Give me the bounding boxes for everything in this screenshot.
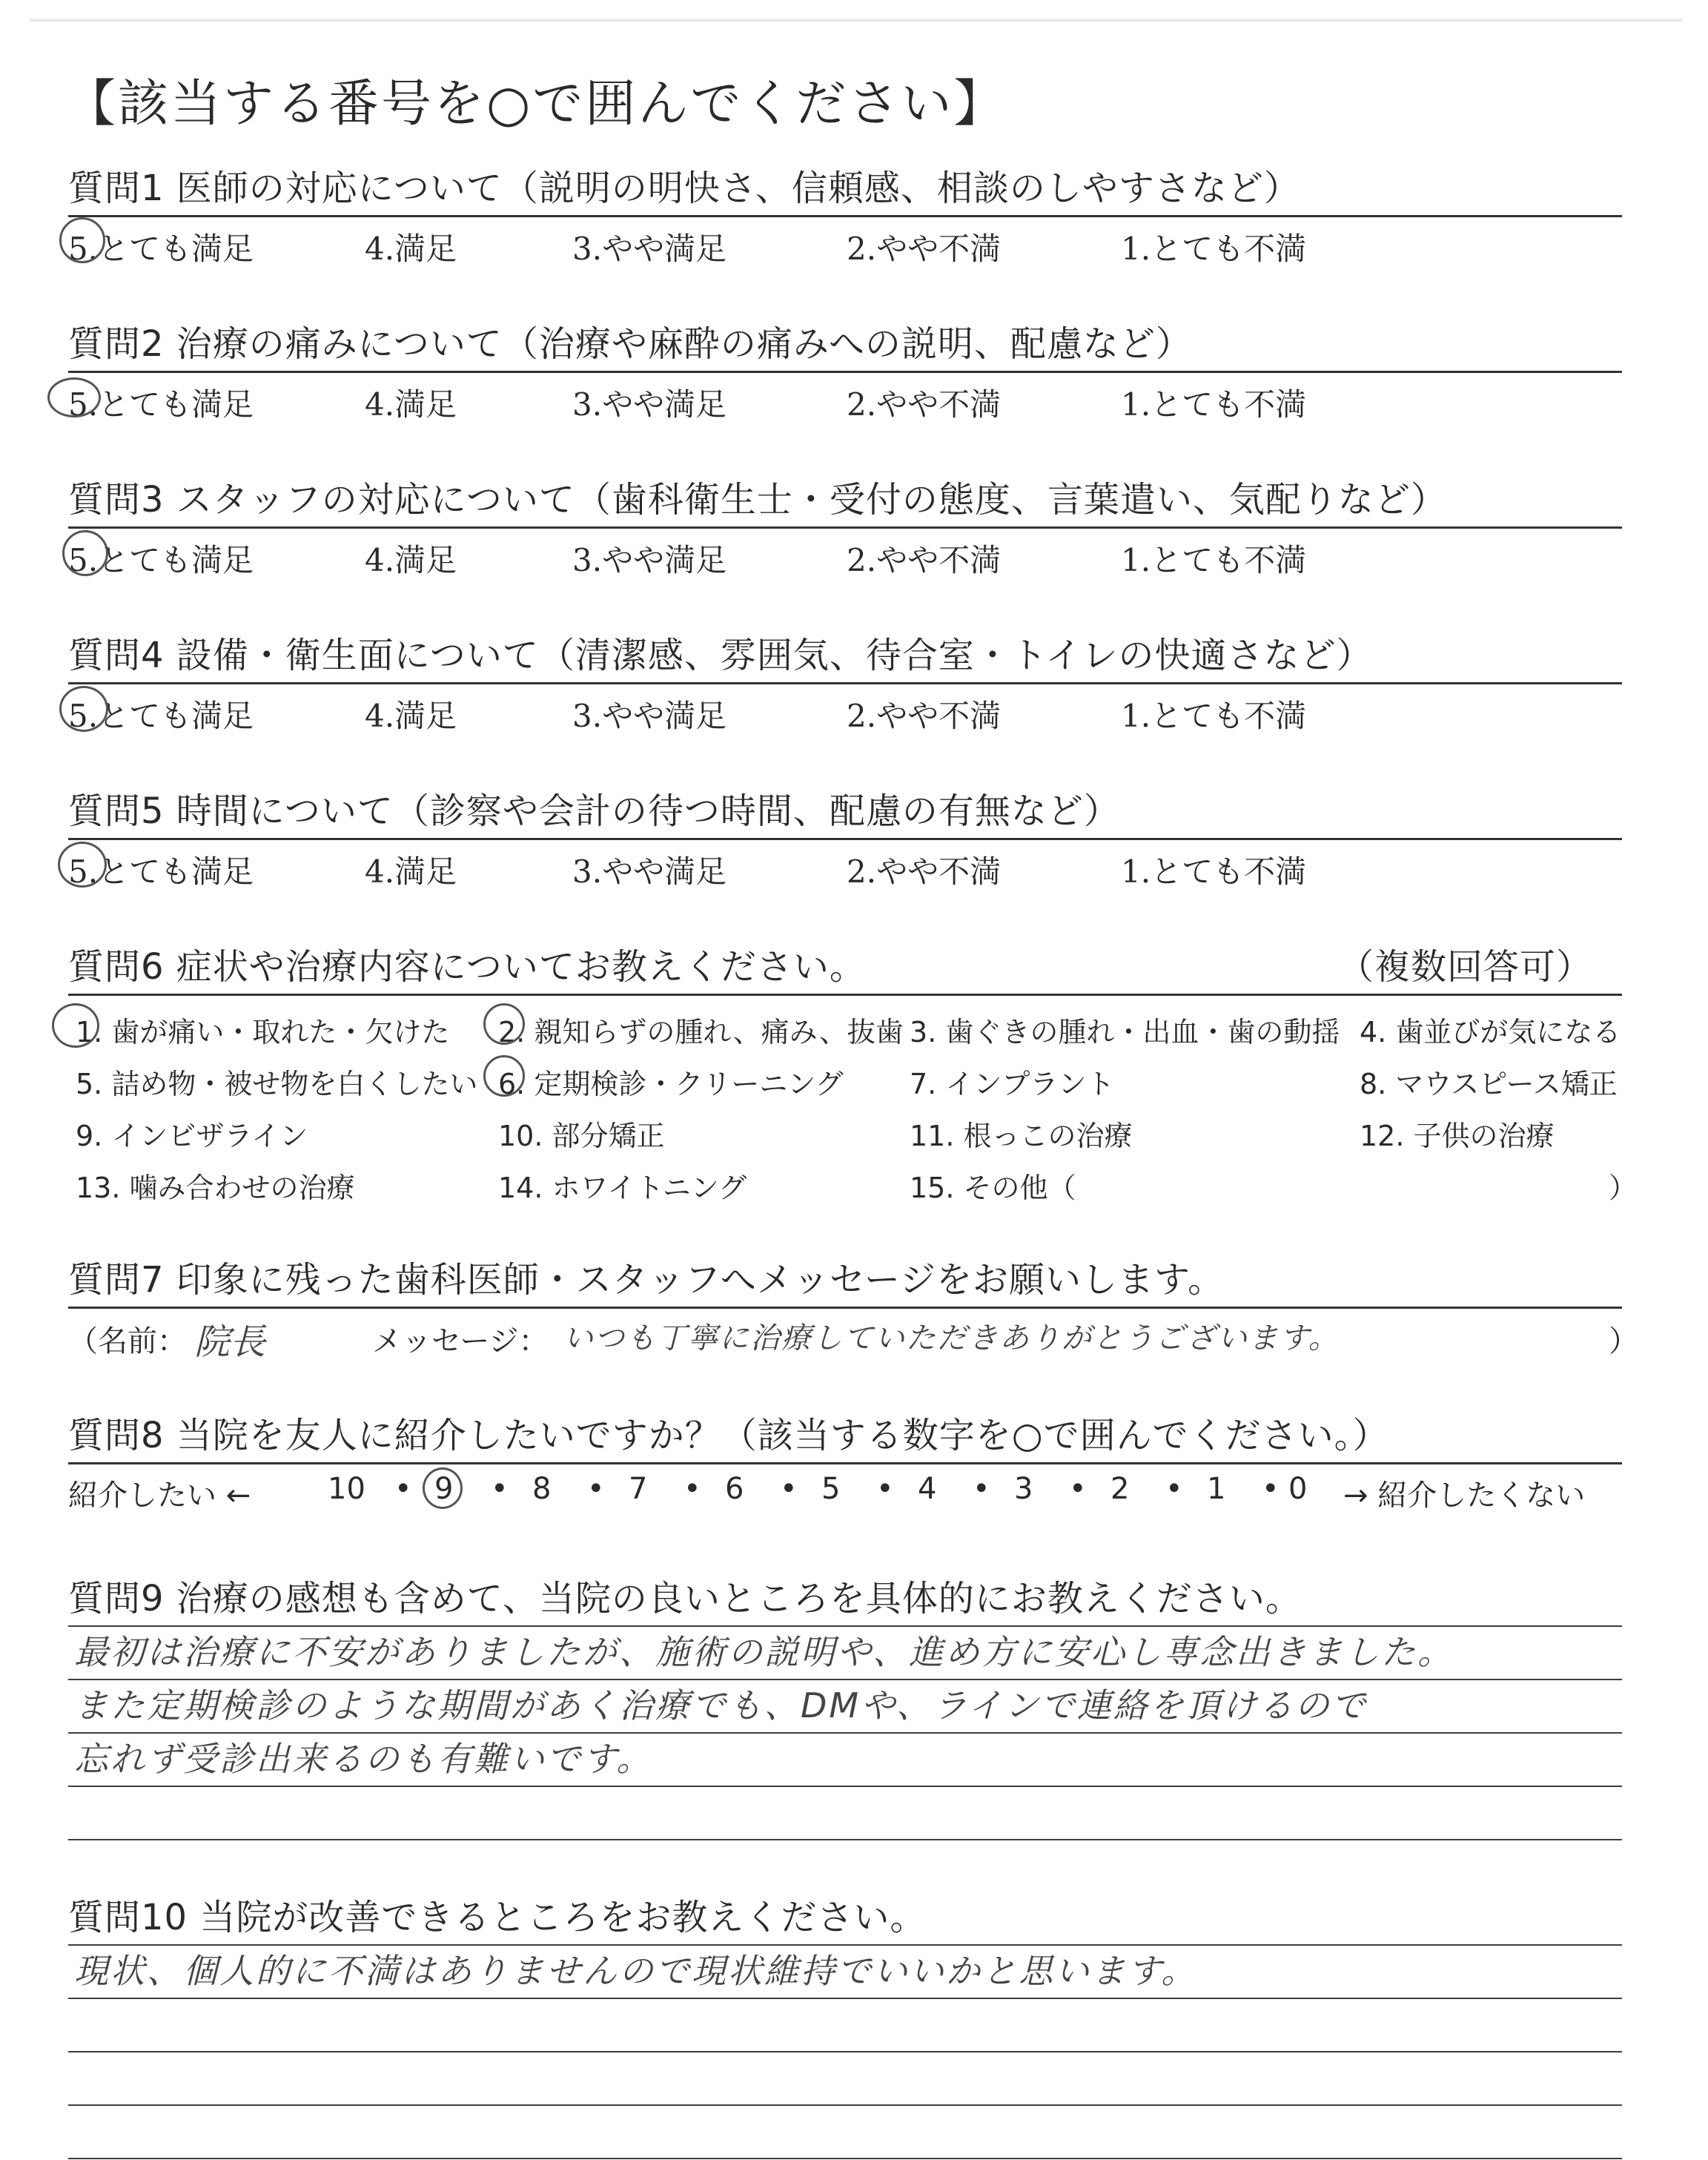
- scale-right-label: → 紹介したくない: [1343, 1479, 1586, 1513]
- scale-dot: •: [973, 1472, 990, 1506]
- question-title: 質問2 治療の痛みについて（治療や麻酔の痛みへの説明、配慮など）: [68, 323, 1192, 365]
- option-4[interactable]: 4.満足: [365, 542, 457, 578]
- answer-text: 最初は治療に不安がありましたが、施術の説明や、進め方に安心し専念出きました。: [74, 1632, 1454, 1672]
- question-title: [68, 940, 1622, 994]
- question-title: 質問8 当院を友人に紹介したいですか？（該当する数字を○で囲んでください。）: [68, 1415, 1389, 1456]
- answer-line[interactable]: [68, 1734, 1622, 1787]
- option-4[interactable]: 4. 歯並びが気になる: [1360, 1016, 1621, 1048]
- option-7[interactable]: 7. インプラント: [910, 1068, 1115, 1100]
- question-5: [68, 785, 1622, 894]
- message-row: [68, 1309, 1638, 1363]
- scale-0[interactable]: 0: [1288, 1472, 1308, 1506]
- answer-text: 現状、個人的に不満はありませんので現状維持でいいかと思います。: [74, 1951, 1198, 1991]
- option-3[interactable]: 3.やや満足: [572, 698, 727, 734]
- option-5[interactable]: 5.とても満足: [68, 853, 254, 890]
- scale-6[interactable]: 6: [725, 1472, 744, 1506]
- question-2: [68, 317, 1622, 426]
- symptom-options: [68, 996, 1638, 1211]
- page-title: 【該当する番号を○で囲んでください】: [65, 75, 1007, 133]
- question-title: 質問4 設備・衛生面について（清潔感、雰囲気、待合室・トイレの快適さなど）: [68, 635, 1373, 676]
- name-value[interactable]: 院長: [194, 1321, 266, 1363]
- option-1[interactable]: 1. 歯が痛い・取れた・欠けた: [76, 1016, 450, 1048]
- question-1: [68, 162, 1622, 271]
- scale-dot: •: [1165, 1472, 1183, 1506]
- rating-options: [68, 840, 1622, 894]
- option-1[interactable]: 1.とても不満: [1121, 542, 1307, 578]
- option-2[interactable]: 2.やや不満: [847, 231, 1002, 267]
- option-4[interactable]: 4.満足: [365, 853, 457, 890]
- option-6[interactable]: 6. 定期検診・クリーニング: [498, 1068, 844, 1100]
- option-3[interactable]: 3.やや満足: [572, 386, 727, 423]
- option-12[interactable]: 12. 子供の治療: [1360, 1120, 1555, 1152]
- option-10[interactable]: 10. 部分矯正: [498, 1120, 665, 1152]
- option-5[interactable]: 5.とても満足: [68, 231, 254, 267]
- scale-dot: •: [587, 1472, 605, 1506]
- option-2[interactable]: 2.やや不満: [847, 698, 1002, 734]
- option-1[interactable]: 1.とても不満: [1121, 698, 1307, 734]
- scale-4[interactable]: 4: [918, 1472, 937, 1506]
- question-title: 質問5 時間について（診察や会計の待つ時間、配慮の有無など）: [68, 790, 1120, 832]
- option-9[interactable]: 9. インビザライン: [76, 1120, 308, 1152]
- option-11[interactable]: 11. 根っこの治療: [910, 1120, 1133, 1152]
- option-2[interactable]: 2.やや不満: [847, 542, 1002, 578]
- answer-line[interactable]: [68, 1680, 1622, 1734]
- option-5[interactable]: 5.とても満足: [68, 698, 254, 734]
- answer-text: また定期検診のような期間があく治療でも、DMや、ラインで連絡を頂けるので: [74, 1685, 1368, 1725]
- message-value[interactable]: いつも丁寧に治療していただきありがとうございます。: [563, 1321, 1340, 1355]
- scale-9[interactable]: 9: [434, 1472, 454, 1506]
- scale-8[interactable]: 8: [532, 1472, 552, 1506]
- option-14[interactable]: 14. ホワイトニング: [498, 1172, 747, 1204]
- scale-dot: •: [1262, 1472, 1280, 1506]
- answer-text: 忘れず受診出来るのも有難いです。: [74, 1739, 653, 1779]
- scale-dot: •: [491, 1472, 509, 1506]
- option-5[interactable]: 5.とても満足: [68, 542, 254, 578]
- scale-7[interactable]: 7: [629, 1472, 648, 1506]
- rating-options: [68, 373, 1622, 426]
- close-paren: ）: [1609, 1172, 1638, 1204]
- scale-dot: •: [394, 1472, 412, 1506]
- scale-dot: •: [683, 1472, 701, 1506]
- option-1[interactable]: 1.とても不満: [1121, 231, 1307, 267]
- question-10: [68, 1891, 1622, 2159]
- option-2[interactable]: 2. 親知らずの腫れ、痛み、抜歯: [498, 1016, 904, 1048]
- multiple-answer-note: （複数回答可）: [1337, 946, 1592, 988]
- option-2[interactable]: 2.やや不満: [847, 853, 1002, 890]
- scale-left-label: 紹介したい ←: [68, 1479, 251, 1513]
- option-13[interactable]: 13. 噛み合わせの治療: [76, 1172, 355, 1204]
- question-title: 質問10 当院が改善できるところをお教えください。: [68, 1897, 927, 1938]
- option-4[interactable]: 4.満足: [365, 231, 457, 267]
- answer-line[interactable]: [68, 1999, 1622, 2052]
- scale-dot: •: [876, 1472, 894, 1506]
- question-title: 質問9 治療の感想も含めて、当院の良いところを具体的にお教えください。: [68, 1578, 1302, 1619]
- answer-line[interactable]: [68, 1946, 1622, 1999]
- option-8[interactable]: 8. マウスピース矯正: [1360, 1068, 1618, 1100]
- option-2[interactable]: 2.やや不満: [847, 386, 1002, 423]
- question-7: [68, 1253, 1638, 1363]
- question-title-text: 質問6 症状や治療内容についてお教えください。: [68, 946, 866, 988]
- question-3: [68, 473, 1622, 582]
- answer-line[interactable]: [68, 2052, 1622, 2106]
- answer-line[interactable]: [68, 1787, 1622, 1840]
- message-label: メッセージ：: [372, 1324, 549, 1358]
- question-title: 質問1 医師の対応について（説明の明快さ、信頼感、相談のしやすさなど）: [68, 168, 1300, 209]
- question-title: 質問7 印象に残った歯科医師・スタッフへメッセージをお願いします。: [68, 1259, 1225, 1301]
- rating-options: [68, 684, 1622, 738]
- rating-options: [68, 529, 1622, 582]
- recommend-scale: [68, 1464, 1622, 1516]
- option-3[interactable]: 3. 歯ぐきの腫れ・出血・歯の動揺: [910, 1016, 1340, 1048]
- option-3[interactable]: 3.やや満足: [572, 231, 727, 267]
- option-5[interactable]: 5. 詰め物・被せ物を白くしたい: [76, 1068, 478, 1100]
- question-9: [68, 1572, 1622, 1840]
- scale-10[interactable]: 10: [328, 1472, 365, 1506]
- option-1[interactable]: 1.とても不満: [1121, 853, 1307, 890]
- scale-3[interactable]: 3: [1014, 1472, 1033, 1506]
- scale-5[interactable]: 5: [821, 1472, 841, 1506]
- close-paren: ）: [1609, 1324, 1638, 1358]
- question-4: [68, 629, 1622, 738]
- option-3[interactable]: 3.やや満足: [572, 542, 727, 578]
- question-8: [68, 1409, 1622, 1516]
- option-15[interactable]: 15. その他（: [910, 1172, 1076, 1204]
- option-3[interactable]: 3.やや満足: [572, 853, 727, 890]
- scale-dot: •: [780, 1472, 798, 1506]
- option-4[interactable]: 4.満足: [365, 386, 457, 423]
- answer-line[interactable]: [68, 2106, 1622, 2159]
- question-title: 質問3 スタッフの対応について（歯科衛生士・受付の態度、言葉遣い、気配りなど）: [68, 479, 1447, 521]
- option-5[interactable]: 5.とても満足: [68, 386, 254, 423]
- question-6: [68, 940, 1638, 1211]
- rating-options: [68, 217, 1622, 271]
- page-top-border: [30, 19, 1683, 22]
- answer-line[interactable]: [68, 1627, 1622, 1680]
- option-1[interactable]: 1.とても不満: [1121, 386, 1307, 423]
- name-label: （名前：: [68, 1324, 187, 1358]
- option-4[interactable]: 4.満足: [365, 698, 457, 734]
- scale-1[interactable]: 1: [1207, 1472, 1226, 1506]
- scale-dot: •: [1069, 1472, 1087, 1506]
- scale-2[interactable]: 2: [1110, 1472, 1130, 1506]
